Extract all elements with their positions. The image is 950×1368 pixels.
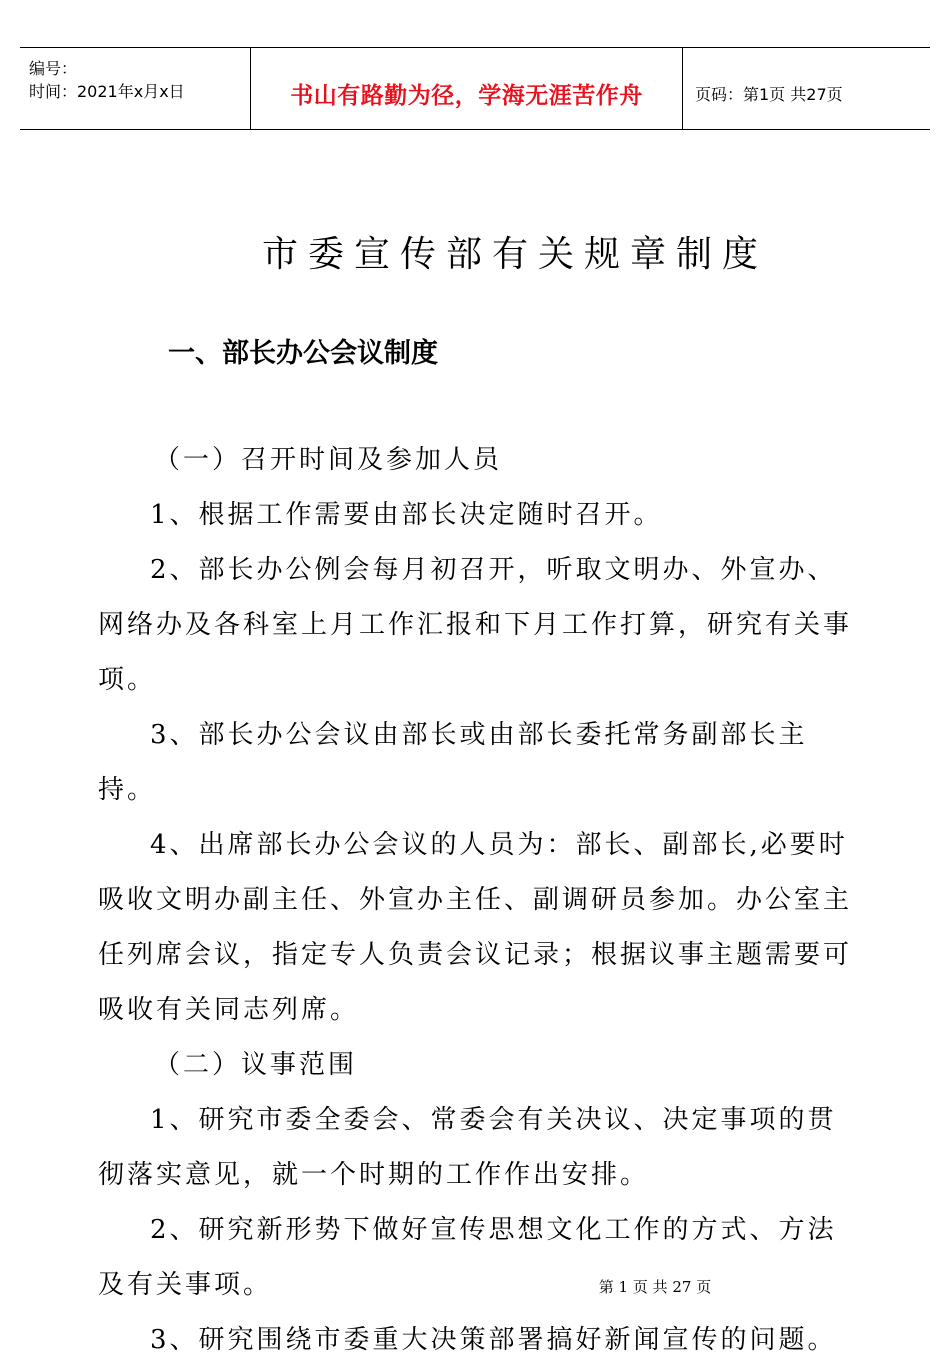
document-number-label: 编号： bbox=[29, 59, 78, 78]
body-paragraph: 1、根据工作需要由部长决定随时召开。 bbox=[150, 500, 663, 530]
header-motto: 书山有路勤为径，学海无涯苦作舟 bbox=[290, 83, 643, 109]
header-page-cell bbox=[683, 48, 930, 129]
header-page-code: 页码：第1页 共27页 bbox=[695, 85, 843, 104]
body-paragraph: 2、部长办公例会每月初召开，听取文明办、外宣办、网络办及各科室上月工作汇报和下月工作打算，研究有关事项。 bbox=[98, 555, 853, 695]
body-paragraph: 3、部长办公会议由部长或由部长委托常务副部长主持。 bbox=[98, 720, 808, 805]
header-motto-cell bbox=[251, 48, 683, 129]
section-heading: 一、部长办公会议制度 bbox=[168, 338, 438, 369]
document-header bbox=[20, 47, 930, 130]
page-footer: 第 1 页 共 27 页 bbox=[598, 1278, 712, 1296]
header-meta-cell bbox=[20, 48, 251, 129]
body-paragraph: 1、研究市委全委会、常委会有关决议、决定事项的贯彻落实意见，就一个时期的工作作出安排。 bbox=[98, 1105, 837, 1190]
body-paragraph: 4、出席部长办公会议的人员为：部长、副部长,必要时吸收文明办副主任、外宣办主任、副调研员参加。办公室主任列席会议，指定专人负责会议记录；根据议事主题需要可吸收有关同志列席。 bbox=[98, 830, 853, 1025]
subsection-heading: （二）议事范围 bbox=[154, 1050, 358, 1080]
subsection-heading: （一）召开时间及参加人员 bbox=[154, 445, 503, 475]
body-paragraph: 3、研究围绕市委重大决策部署搞好新闻宣传的问题。 bbox=[150, 1325, 837, 1355]
document-body bbox=[98, 433, 858, 1368]
body-paragraph: 2、研究新形势下做好宣传思想文化工作的方式、方法及有关事项。 bbox=[98, 1215, 837, 1300]
document-time-label: 时间：2021年x月x日 bbox=[29, 82, 185, 101]
document-title: 市委宣传部有关规章制度 bbox=[261, 234, 768, 275]
